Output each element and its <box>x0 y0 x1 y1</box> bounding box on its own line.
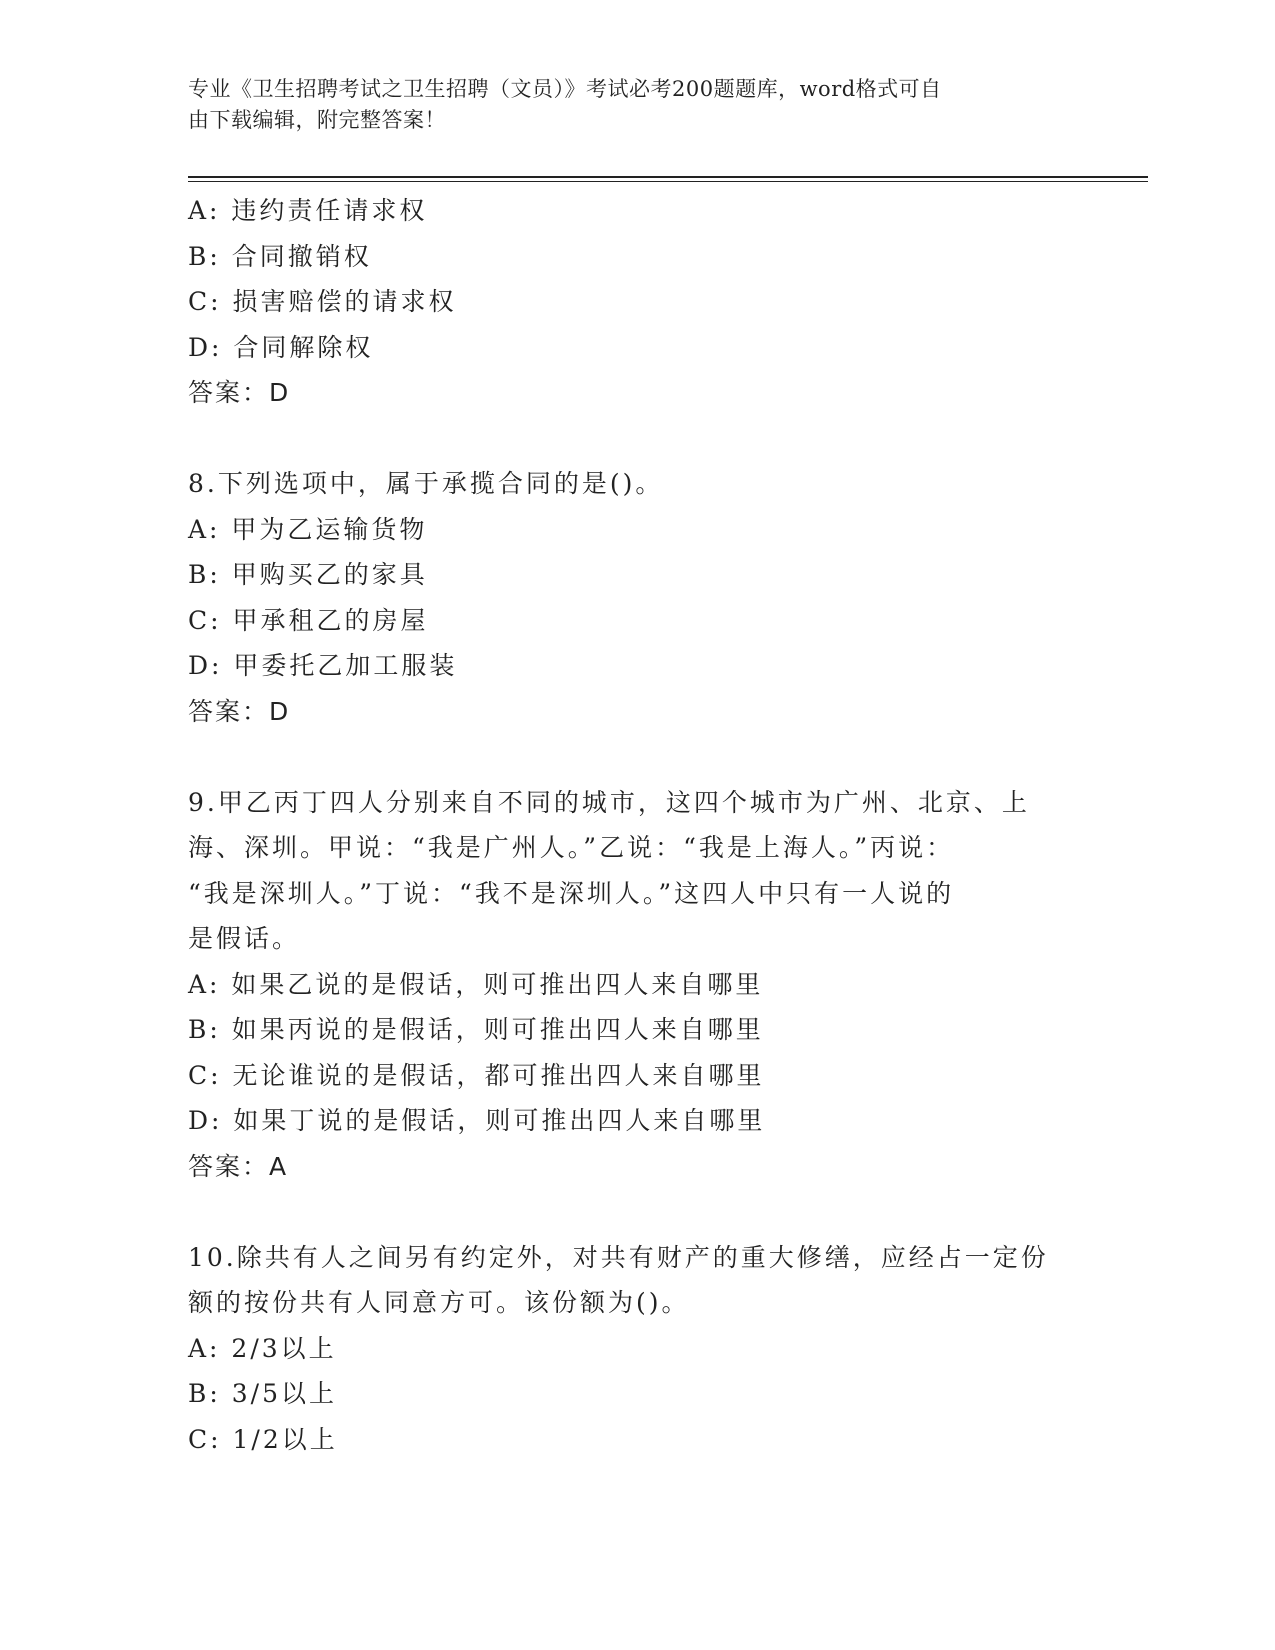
option-b: B: 如果丙说的是假话，则可推出四人来自哪里 <box>188 1015 764 1044</box>
header-line-2: 由下载编辑，附完整答案！ <box>188 108 446 132</box>
option-d: D: 合同解除权 <box>188 332 374 362</box>
question-stem-line: 海、深圳。甲说：“我是广州人。”乙说：“我是上海人。”丙说： <box>188 833 955 862</box>
header-rule-thin <box>188 181 1148 182</box>
option-b: B: 甲购买乙的家具 <box>188 560 428 589</box>
option-b: B: 合同撤销权 <box>188 241 372 271</box>
option-a: A: 违约责任请求权 <box>188 196 428 225</box>
spacer <box>188 734 1088 780</box>
option-c: C: 损害赔偿的请求权 <box>188 287 457 316</box>
spacer <box>188 416 1088 462</box>
document-header <box>188 74 1068 136</box>
question-9-block <box>188 780 1088 1190</box>
header-line-1: 专业《卫生招聘考试之卫生招聘（文员）》考试必考200题题库，word格式可自 <box>188 77 942 101</box>
question-stem-line: 9.甲乙丙丁四人分别来自不同的城市，这四个城市为广州、北京、上 <box>188 787 1030 817</box>
question-stem-line: “我是深圳人。”丁说：“我不是深圳人。”这四人中只有一人说的 <box>188 878 955 908</box>
answer-line: 答案：A <box>188 1151 289 1181</box>
option-a: A: 2/3以上 <box>188 1333 337 1363</box>
answer-line: 答案：D <box>188 378 291 407</box>
spacer <box>188 1189 1088 1235</box>
option-a: A: 如果乙说的是假话，则可推出四人来自哪里 <box>188 969 764 999</box>
question-stem-line: 10.除共有人之间另有约定外，对共有财产的重大修缮，应经占一定份 <box>188 1242 1049 1272</box>
answer-line: 答案：D <box>188 696 291 726</box>
question-content <box>188 188 1088 1462</box>
option-c: C: 甲承租乙的房屋 <box>188 605 429 635</box>
question-10-block <box>188 1235 1088 1463</box>
question-stem: 8.下列选项中，属于承揽合同的是()。 <box>188 469 664 498</box>
question-stem-line: 是假话。 <box>188 924 301 953</box>
question-stem-line: 额的按份共有人同意方可。该份额为()。 <box>188 1288 690 1317</box>
option-c: C: 1/2以上 <box>188 1424 338 1454</box>
option-a: A: 甲为乙运输货物 <box>188 514 428 544</box>
option-c: C: 无论谁说的是假话，都可推出四人来自哪里 <box>188 1060 765 1090</box>
question-8-block <box>188 461 1088 734</box>
question-7-block <box>188 188 1088 416</box>
option-d: D: 如果丁说的是假话，则可推出四人来自哪里 <box>188 1106 766 1135</box>
option-b: B: 3/5以上 <box>188 1379 337 1408</box>
option-d: D: 甲委托乙加工服装 <box>188 651 458 680</box>
header-rule-thick <box>188 176 1148 178</box>
